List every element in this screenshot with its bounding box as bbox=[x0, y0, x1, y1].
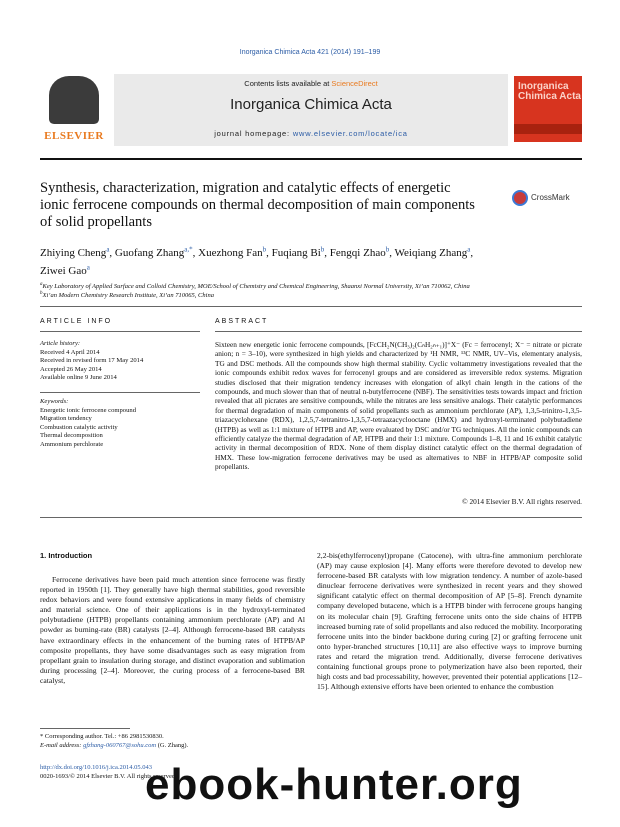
keyword: Ammonium perchlorate bbox=[40, 440, 104, 448]
author: Weiqiang Zhang$^a$, bbox=[394, 245, 474, 259]
author: Ziwei Gao$^a$ bbox=[40, 263, 90, 278]
author-list bbox=[40, 242, 580, 279]
history-heading: Article history: bbox=[40, 340, 81, 347]
keywords-heading: Keywords: bbox=[40, 398, 69, 405]
publisher-name: ELSEVIER bbox=[44, 130, 104, 142]
author: Fengqi Zhao$^b$, bbox=[329, 245, 395, 259]
homepage-prefix: journal homepage: bbox=[214, 129, 293, 138]
body-column-right bbox=[317, 551, 582, 692]
keywords bbox=[40, 398, 190, 449]
abstract-bottom-rule bbox=[40, 517, 582, 518]
section-heading-introduction: 1. Introduction bbox=[40, 551, 93, 560]
article-info-rule bbox=[40, 331, 200, 332]
homepage-link[interactable]: www.elsevier.com/locate/ica bbox=[292, 129, 408, 138]
author: Zhiying Cheng$^a$, bbox=[40, 245, 115, 259]
keyword: Energetic ionic ferrocene compound bbox=[40, 406, 136, 414]
author-affil-link[interactable]: a bbox=[86, 263, 90, 272]
contents-prefix: Contents lists available at bbox=[244, 79, 332, 88]
article-info-heading: ARTICLE INFO bbox=[40, 318, 113, 325]
body-paragraph: 2,2-bis(ethylferrocenyl)propane (Catocene), with ultra-fine ammonium perchlorate (AP) may cause explosion [4]. Many efforts were therefore devoted to develop new ferrocene-based BR catalysts with low migration tendency. A number of azole-based dinuclear ferrocene derivatives were synthesized in recent years and they showed significant catalytic effect on thermal decomposition of AP [5–8]. French dynamite company developed butacene, which is a HTPB binder with ferrocene groups hanging on its molecular chain [9]. Grafting ferrocene units onto the side chains of HTPB increased burning rate of solid propellants and also reduced the mobility. Incorporating ferrocene units into the binder backbone during curing [2] or grafting ferrocene unit onto hyper-branched structures [10,11] are also effective ways to improve burning rates and retard the migration trend. Additionally, diverse ferrocene derivatives containing functional groups prone to polymerization have also been reported, their high costs and bad processability, however, prevented their potential applications [12–15]. Although extensive efforts have been oriented to enhance the combustion bbox=[317, 551, 582, 692]
author-affil-link[interactable]: a bbox=[106, 245, 110, 253]
keyword: Migration tendency bbox=[40, 415, 92, 422]
author: Xuezhong Fan$^b$, bbox=[198, 245, 272, 259]
copyright-notice: © 2014 Elsevier B.V. All rights reserved. bbox=[462, 497, 582, 506]
affiliation-rule bbox=[40, 306, 582, 307]
history-item: Received 4 April 2014 bbox=[40, 348, 100, 356]
history-item: Received in revised form 17 May 2014 bbox=[40, 357, 144, 364]
watermark: ebook-hunter.org bbox=[145, 760, 523, 809]
email-link[interactable]: gfzhang-060767@sohu.com bbox=[83, 742, 157, 749]
email-line: E-mail address: gfzhang-060767@sohu.com (G. Zhang). bbox=[40, 742, 189, 749]
corresponding-author-note: * Corresponding author. Tel.: +86 2981530830. bbox=[40, 733, 164, 740]
affiliation-a: $^a$Key Laboratory of Applied Surface and Colloid Chemistry, MOE/School of Chemistry and Chemical Engineering, Shaanxi Normal University, Xi’an 710062, China bbox=[40, 282, 470, 291]
elsevier-tree-icon bbox=[49, 76, 99, 124]
cover-title: Inorganica Chimica Acta bbox=[518, 81, 581, 102]
crossmark-icon bbox=[512, 190, 528, 206]
issn-line: 0020-1693/© 2014 Elsevier B.V. All rights reserved. bbox=[40, 773, 177, 780]
cover-strip bbox=[514, 124, 582, 134]
author: Fuqiang Bi$^b$, bbox=[271, 245, 330, 259]
journal-cover-thumbnail[interactable] bbox=[514, 76, 582, 142]
sciencedirect-link[interactable]: ScienceDirect bbox=[331, 79, 378, 88]
crossmark-badge[interactable] bbox=[512, 190, 582, 210]
history-item: Available online 9 June 2014 bbox=[40, 374, 117, 381]
body-column-left bbox=[40, 575, 305, 686]
body-paragraph: Ferrocene derivatives have been paid much attention since ferrocene was firstly reported in 1950th [1]. They generally have high thermal stabilities, good reversible redox behaviors and were found extensive applications in many fields of chemistry and material science. One of their applications is in the hydroxyl-terminated polybutadiene (HTPB) propellants containing ammonium perchlorate (AP) and Al powder as burning-rate (BR) catalysts [2–4]. Although ferrocene-based BR catalysts have extraordinary effects in the enhancement of the burning rates of HTPB/AP composite propellants, they have some disadvantages such as easy migration from propellant grain to insulation during storage, and distinct evaporation and sublimation during processing [2–4]. Moreover, the curing process of a ferrocene-based BR catalyst, bbox=[40, 575, 305, 685]
author-affil-link[interactable]: a bbox=[467, 245, 471, 253]
elsevier-logo[interactable] bbox=[40, 76, 108, 142]
history-rule bbox=[40, 392, 200, 393]
abstract-text: Sixteen new energetic ionic ferrocene compounds, [FcCH₂N(CH₃)₂(CₙH₂ₙ₊₁)]⁺X⁻ (Fc = ferrocenyl; X⁻ = nitrate or picrate anion; n = 3–10), were synthesized in high yields and characterized by ¹H NMR, ¹³C NMR, UV–Vis, elementary analysis, TG and DSC methods. All the compounds show high thermal stability. Cyclic voltammetry investigations revealed that the ionic compounds exhibit redox waves for ferrocenyl groups and are considered as irreversible redox systems. Migration studies disclosed that their migration tendency increases with elongation of alkyl chain length in the cations of the compounds, and much slower than that of neutral n-butylferrocene (NBF). The sensitivities tests towards impact and friction revealed that all picrates are sensitive compounds, while the nitrates are less sensitive analogs. Their catalytic performances for thermal degradation of main components of solid propellants such as ammonium perchlorate (AP), 1,3,5-trinitro-1,3,5-triazacyclohexane (RDX), 1,2,5,7-tetranitro-1,3,5,7-tetraazacyclooctane (HMX) and hydroxyl-terminated polybutadiene (HTPB) as well as 1:1 mixture of HTPB and AP, were evaluated by DSC and/or TG techniques. All the ionic compounds can efficiently catalyze the thermal degradation of AP, HTPB and their 1:1 mixture. Compounds 1–8, 11 and 16 exhibit catalytic activity in thermal decomposition of RDX. None of them display distinct catalytic effect on the thermal degradation of HMX. These low-migration ferrocene derivatives may be used as alternatives to NBF in HTPB/AP composite solid propellants. bbox=[215, 340, 582, 472]
journal-masthead bbox=[40, 74, 582, 146]
author: Guofang Zhang$^{a,*}$, bbox=[114, 245, 199, 259]
journal-title: Inorganica Chimica Acta bbox=[230, 96, 392, 113]
abstract-rule bbox=[215, 331, 582, 332]
footnote bbox=[40, 732, 305, 750]
journal-homepage bbox=[114, 129, 508, 138]
footnote-rule bbox=[40, 728, 130, 729]
masthead-banner bbox=[114, 74, 508, 146]
history-item: Accepted 26 May 2014 bbox=[40, 365, 102, 373]
author-affil-link[interactable]: b bbox=[262, 245, 267, 253]
affiliation-b: $^b$Xi’an Modern Chemistry Research Institute, Xi’an 710065, China bbox=[40, 291, 214, 300]
author-affil-link[interactable]: a,* bbox=[184, 245, 193, 253]
keyword: Combustion catalytic activity bbox=[40, 423, 118, 431]
doi-link[interactable]: http://dx.doi.org/10.1016/j.ica.2014.05.043 bbox=[40, 764, 153, 771]
journal-citation[interactable]: Inorganica Chimica Acta 421 (2014) 191–199 bbox=[239, 49, 381, 56]
author-affil-link[interactable]: b bbox=[385, 245, 390, 253]
author-affil-link[interactable]: b bbox=[320, 245, 325, 253]
article-title: Synthesis, characterization, migration and catalytic effects of energetic ionic ferrocene compounds on thermal decomposition of main components of solid propellants bbox=[40, 180, 475, 230]
keyword: Thermal decomposition bbox=[40, 432, 103, 439]
abstract-heading: ABSTRACT bbox=[215, 318, 269, 325]
crossmark-label: CrossMark bbox=[531, 193, 570, 202]
header-rule bbox=[40, 158, 582, 160]
contents-line bbox=[114, 79, 508, 88]
article-history bbox=[40, 340, 190, 383]
